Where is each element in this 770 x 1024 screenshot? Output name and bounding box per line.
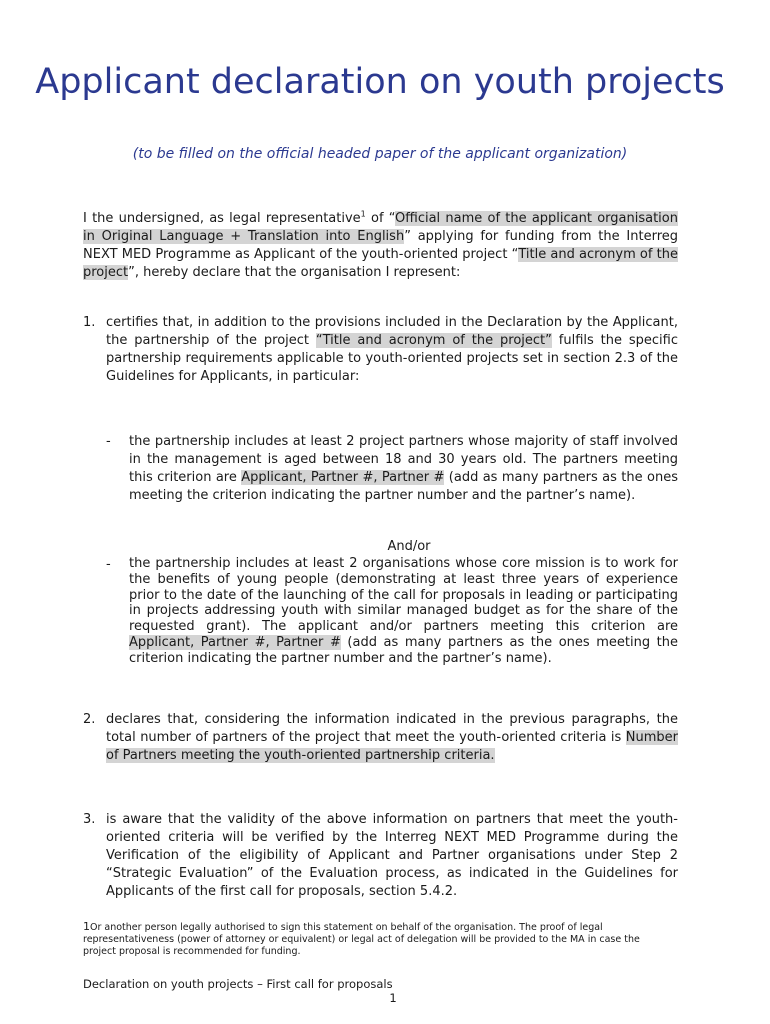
bullet-1-dash: - <box>106 434 111 449</box>
item-3-number: 3. <box>83 812 96 827</box>
footnote-mark: 1 <box>83 920 90 933</box>
footnote-ref: 1 <box>360 209 366 219</box>
placeholder-project-title[interactable]: Title and acronym of the project <box>83 247 678 280</box>
intro-text-1: I the undersigned, as legal representative <box>83 211 361 226</box>
bullet-2-paragraph <box>129 556 678 667</box>
item-3-paragraph <box>106 811 678 901</box>
placeholder-partners-bullet-1[interactable]: Applicant, Partner #, Partner # <box>241 470 445 485</box>
footnote-text: Or another person legally authorised to sign this statement on behalf of the organisation. The proof of legal representativeness (power of attorney or equivalent) or legal act of delegation will be provided to the MA in case the project proposal is recommended for funding. <box>83 922 640 957</box>
bullet-2-dash: - <box>106 557 111 572</box>
and-or-separator: And/or <box>387 539 431 554</box>
placeholder-organisation-name[interactable]: Official name of the applicant organisation in Original Language + Translation into English <box>83 211 678 244</box>
bullet-2-text-1: the partnership includes at least 2 organisations whose core mission is to work for the benefits of young people (demonstrating at least three years of experience prior to the date of the launching of the call for proposals in leading or participating in projects addressing youth with similar managed budget as for the share of the requested grant). The applicant and/or partners meeting this criterion are <box>129 556 678 635</box>
footnote <box>83 921 653 958</box>
bullet-1-paragraph <box>129 433 678 505</box>
item-1-number: 1. <box>83 315 96 330</box>
intro-text-4: ”, hereby declare that the organisation I represent: <box>128 265 461 280</box>
item-1-text-2: fulfils the specific partnership requirements applicable to youth-oriented projects set in section 2.3 of the Guidelines for Applicants, in particular: <box>106 333 679 384</box>
bullet-1-text-2: (add as many partners as the ones meeting the criterion indicating the partner number and the partner’s name). <box>129 470 678 503</box>
placeholder-project-title-item-1[interactable]: “Title and acronym of the project” <box>315 333 552 348</box>
intro-text-2: of “ <box>365 211 396 226</box>
item-3-text-1: is aware that the validity of the above information on partners that meet the youth-oriented criteria will be verified by the Interreg NEXT MED Programme during the Verification of the eligibility of Applicant and Partner organisations under Step 2 “Strategic Evaluation” of the Evaluation process, as indicated in the Guidelines for Applicants of the first call for proposals, section 5.4.2. <box>106 812 678 899</box>
item-2-number: 2. <box>83 712 96 727</box>
bullet-1-text-1: the partnership includes at least 2 project partners whose majority of staff involved in the management is aged between 18 and 30 years old. The partners meeting this criterion are <box>129 434 678 485</box>
placeholder-number-of-partners[interactable]: Number of Partners meeting the youth-oriented partnership criteria. <box>106 730 678 763</box>
placeholder-partners-bullet-2[interactable]: Applicant, Partner #, Partner # <box>129 634 341 650</box>
item-1-paragraph <box>106 314 678 386</box>
intro-paragraph <box>83 210 678 282</box>
page-footer: Declaration on youth projects – First call for proposals <box>83 977 393 991</box>
item-2-paragraph <box>106 711 678 765</box>
item-2-text-1: declares that, considering the information indicated in the previous paragraphs, the total number of partners of the project that meet the youth-oriented criteria is <box>106 712 678 745</box>
item-1-text-1: certifies that, in addition to the provisions included in the Declaration by the Applicant, the partnership of the project <box>106 315 678 348</box>
bullet-2-text-2: (add as many partners as the ones meeting the criterion indicating the partner number and the partner’s name). <box>129 634 678 666</box>
page-title: Applicant declaration on youth projects <box>35 62 725 102</box>
intro-text-3: ” applying for funding from the Interreg NEXT MED Programme as Applicant of the youth-oriented project “ <box>83 229 678 262</box>
page-subtitle: (to be filled on the official headed paper of the applicant organization) <box>132 146 628 162</box>
page-number: 1 <box>389 991 397 1005</box>
